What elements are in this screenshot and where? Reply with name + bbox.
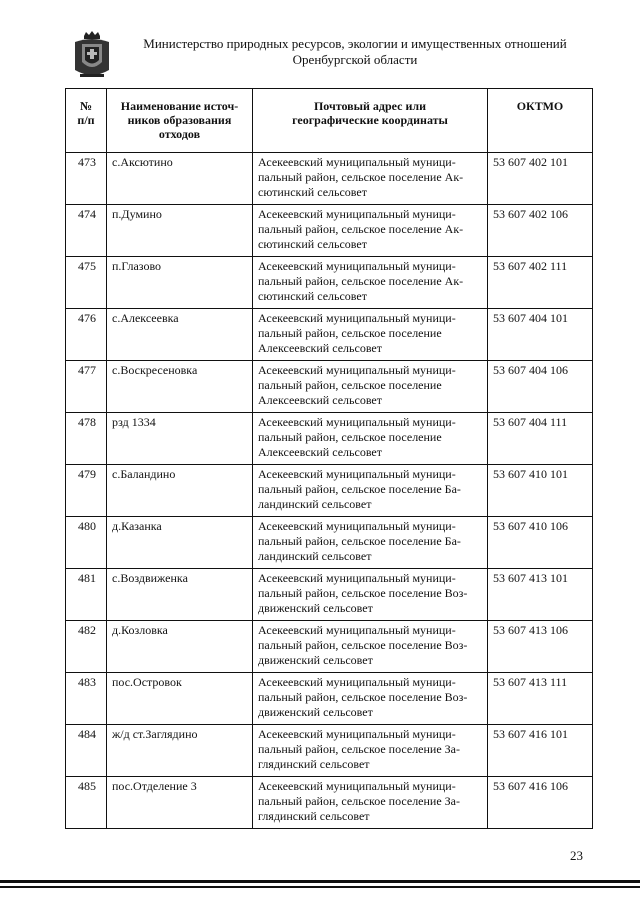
row-oktmo: 53 607 416 101 [488,725,593,777]
row-oktmo: 53 607 410 106 [488,517,593,569]
row-address: Асекеевский муниципальный муници- пальный район, сельское поселение Воз- движенский сельсовет [253,673,488,725]
row-oktmo: 53 607 404 106 [488,361,593,413]
table-row [66,777,593,829]
row-name: с.Воздвиженка [107,569,253,621]
row-name: с.Баландино [107,465,253,517]
row-oktmo: 53 607 413 106 [488,621,593,673]
row-name: с.Аксютино [107,153,253,205]
row-oktmo: 53 607 404 101 [488,309,593,361]
row-name: п.Думино [107,205,253,257]
row-oktmo: 53 607 402 101 [488,153,593,205]
document-header [120,36,590,68]
row-name: рзд 1334 [107,413,253,465]
table-row [66,257,593,309]
table-row [66,361,593,413]
row-address: Асекеевский муниципальный муници- пальный район, сельское поселение Ба- ландинский сельсовет [253,517,488,569]
row-oktmo: 53 607 402 106 [488,205,593,257]
row-name: с.Алексеевка [107,309,253,361]
footer-rule [0,880,640,883]
row-name: пос.Островок [107,673,253,725]
table-row [66,413,593,465]
row-name: д.Казанка [107,517,253,569]
column-header-oktmo: ОКТМО [488,89,593,153]
row-number: 482 [66,621,107,673]
row-number: 480 [66,517,107,569]
row-address: Асекеевский муниципальный муници- пальный район, сельское поселение Алексеевский сельсовет [253,361,488,413]
row-address: Асекеевский муниципальный муници- пальный район, сельское поселение Ак- сютинский сельсовет [253,205,488,257]
row-oktmo: 53 607 413 111 [488,673,593,725]
table-row [66,673,593,725]
row-number: 474 [66,205,107,257]
row-oktmo: 53 607 413 101 [488,569,593,621]
table-row [66,517,593,569]
row-address: Асекеевский муниципальный муници- пальный район, сельское поселение За- глядинский сельсовет [253,725,488,777]
header-line-1: Министерство природных ресурсов, экологии и имущественных отношений [143,36,567,51]
table-row [66,465,593,517]
row-name: с.Воскресеновка [107,361,253,413]
table-row [66,621,593,673]
row-oktmo: 53 607 402 111 [488,257,593,309]
row-address: Асекеевский муниципальный муници- пальный район, сельское поселение Ак- сютинский сельсовет [253,257,488,309]
row-oktmo: 53 607 404 111 [488,413,593,465]
row-number: 475 [66,257,107,309]
row-number: 473 [66,153,107,205]
row-address: Асекеевский муниципальный муници- пальный район, сельское поселение Алексеевский сельсовет [253,309,488,361]
row-oktmo: 53 607 416 106 [488,777,593,829]
row-address: Асекеевский муниципальный муници- пальный район, сельское поселение Воз- движенский сельсовет [253,621,488,673]
column-header-address: Почтовый адрес или географические координаты [253,89,488,153]
row-number: 476 [66,309,107,361]
column-header-name: Наименование источ- ников образования отходов [107,89,253,153]
table-row [66,725,593,777]
header-line-2: Оренбургской области [292,52,418,67]
row-name: п.Глазово [107,257,253,309]
row-address: Асекеевский муниципальный муници- пальный район, сельское поселение За- глядинский сельсовет [253,777,488,829]
row-name: пос.Отделение 3 [107,777,253,829]
page-number: 23 [570,848,583,863]
row-address: Асекеевский муниципальный муници- пальный район, сельское поселение Ак- сютинский сельсовет [253,153,488,205]
waste-sources-table [65,88,593,829]
row-number: 484 [66,725,107,777]
coat-of-arms-icon [72,30,112,80]
column-header-number: № п/п [66,89,107,153]
row-number: 481 [66,569,107,621]
row-address: Асекеевский муниципальный муници- пальный район, сельское поселение Алексеевский сельсовет [253,413,488,465]
table-row [66,569,593,621]
row-number: 479 [66,465,107,517]
table-row [66,205,593,257]
row-number: 485 [66,777,107,829]
row-number: 478 [66,413,107,465]
row-name: ж/д ст.Заглядино [107,725,253,777]
table-header-row [66,89,593,153]
table-row [66,153,593,205]
table-body [66,153,593,829]
row-address: Асекеевский муниципальный муници- пальный район, сельское поселение Воз- движенский сельсовет [253,569,488,621]
row-oktmo: 53 607 410 101 [488,465,593,517]
footer-rule [0,886,640,888]
row-number: 477 [66,361,107,413]
row-address: Асекеевский муниципальный муници- пальный район, сельское поселение Ба- ландинский сельсовет [253,465,488,517]
table-row [66,309,593,361]
row-name: д.Козловка [107,621,253,673]
row-number: 483 [66,673,107,725]
